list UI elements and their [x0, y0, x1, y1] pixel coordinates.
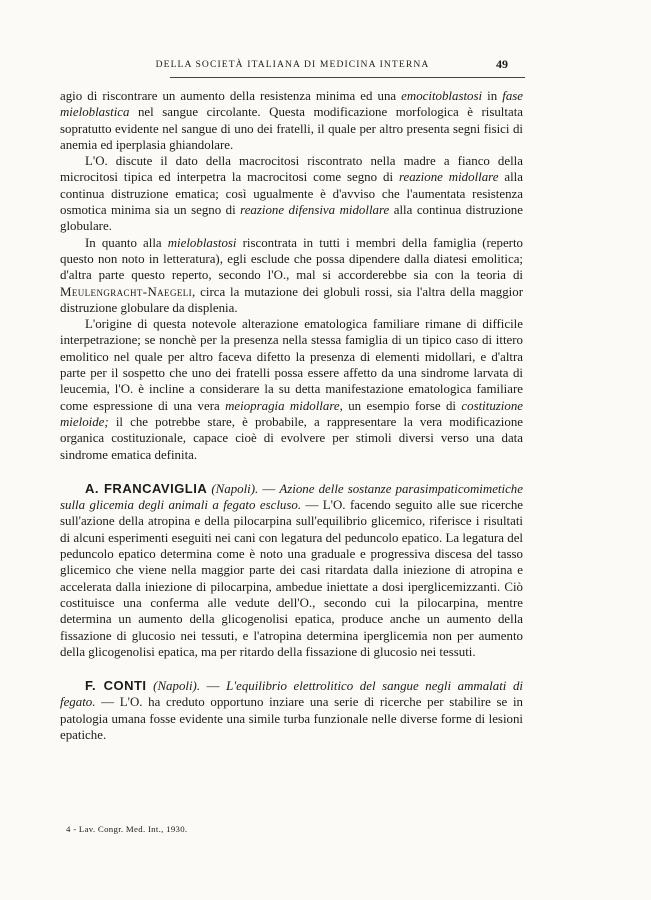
paragraph-4: L'origine di questa notevole alterazione ematologica familiare rimane di difficile interpetrazione; se nonchè per la presenza nella stessa famiglia di un tipico caso di ittero emolitico nel quale per altro faceva difetto la presenza di elementi midollari, e d'altra parte per il sospetto che uno dei fratelli possa essere affetto da una sindrome larvata di leucemia, l'O. è incline a considerare la su detta manifestazione ematologica familiare come espressione di una vera meiopragia midollare, un esempio forse di costituzione mieloide; il che potrebbe stare, è probabile, a rappresentare la vera modificazione organica costituzionale, capace cioè di evolvere per stimoli diversi verso una data sindrome ematica definita. [60, 317, 523, 462]
author-affiliation: (Napoli). [153, 679, 201, 694]
author-affiliation: (Napoli). [211, 481, 259, 496]
paragraph-3: In quanto alla mieloblastosi riscontrata in tutti i membri della famiglia (reperto questo non noto in letteratura), egli esclude che possa dipendere dalla diatesi emolitica; d'altra parte questo reperto, secondo l'O., mal si accorderebbe sia con la teoria di Meulengracht-Naegeli, circa la mutazione dei globuli rossi, sia l'altra della maggior distruzione globulare da displenia. [60, 235, 523, 315]
author-name: F. CONTI [85, 678, 147, 694]
abstract-conti: F. CONTI (Napoli). — L'equilibrio elettrolitico del sangue negli ammalati di fegato. — L'O. ha creduto opportuno inziare una serie di ricerche per stabilire se in patologia umana fosse evidente una simile turba funzionale nelle diverse forme di lesioni epatiche. [60, 678, 523, 742]
author-name: A. FRANCAVIGLIA [85, 480, 208, 496]
abstract-title: Azione delle sostanze parasimpaticomimetiche sulla glicemia degli animali a fegato escluso. [60, 481, 523, 513]
running-header: DELLA SOCIETÀ ITALIANA DI MEDICINA INTERNA [155, 59, 430, 70]
header-rule [170, 77, 525, 78]
footnote: 4 - Lav. Congr. Med. Int., 1930. [66, 824, 188, 834]
paragraph-2: L'O. discute il dato della macrocitosi riscontrato nella madre a fianco della microcitosi tipica ed interpetra la macrocitosi come segno di reazione midollare alla continua distruzione ematica; così ugualmente è d'avviso che l'aumentata resistenza osmotica minima sia un segno di reazione difensiva midollare alla continua distruzione globulare. [60, 154, 523, 234]
body-text [60, 88, 523, 743]
paragraph-1: agio di riscontrare un aumento della resistenza minima ed una emocitoblastosi in fase mieloblastica nel sangue circolante. Questa modificazione morfologica è risultata sopratutto evidente nel sangue di uno dei fratelli, il quale per altro presenta segni fisici di anemia ed iperplasia ghiandolare. [60, 89, 523, 152]
page-number: 49 [496, 57, 508, 71]
abstract-francaviglia: A. FRANCAVIGLIA (Napoli). — Azione delle sostanze parasimpaticomimetiche sulla glicemia degli animali a fegato escluso. — L'O. facendo seguito alle sue ricerche sull'azione della atropina e della pilocarpina sull'equilibrio glicemico, riferisce i risultati di alcuni esperimenti eseguiti nei cani con legatura del peduncolo epatico. La legatura del peduncolo epatico determina come è noto una graduale e progressiva discesa del tasso glicemico che viene nella maggior parte dei casi ritardata dalla iniezione di atropina e accelerata dalla iniezione di pilocarpina, ambedue iniettate a dosi iperglicemizzanti. Ciò costituisce una conferma alle vedute dell'O., secondo cui la pilocarpina, mentre determina un aumento della glicogenolisi epatica, produce anche un aumento della fissazione di glucosio nei tessuti, e l'atropina determina iperglicemia non per aumento della glicogenolisi epatica, ma per ritardo della fissazione di glucosio nei tessuti. [60, 480, 523, 659]
abstract-title: L'equilibrio elettrolitico del sangue negli ammalati di fegato. [60, 679, 523, 710]
